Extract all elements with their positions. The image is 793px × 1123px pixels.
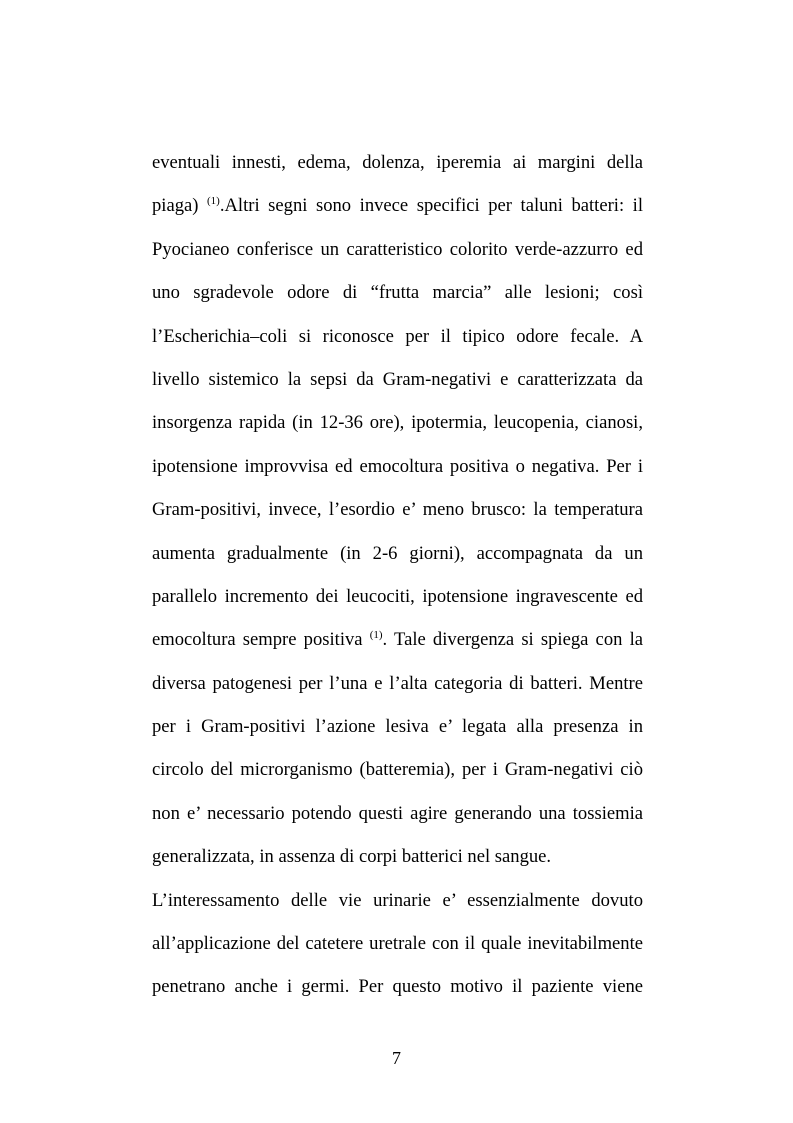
text-line: livello sistemico la sepsi da Gram-negativi e caratterizzata da [152,368,643,390]
citation-superscript: (1) [207,195,220,208]
text-line: generalizzata, in assenza di corpi batterici nel sangue. [152,846,552,868]
text-line: l’Escherichia–coli si riconosce per il tipico odore fecale. A [152,325,643,347]
text-segment: .Altri segni sono invece specifici per taluni batteri: il [219,195,643,217]
text-line: uno sgradevole odore di “frutta marcia” alle lesioni; così [152,282,643,304]
text-line: penetrano anche i germi. Per questo motivo il paziente viene [152,976,643,998]
text-line: aumenta gradualmente (in 2-6 giorni), accompagnata da un [152,542,643,564]
text-line: eventuali innesti, edema, dolenza, iperemia ai margini della [152,152,643,173]
citation-superscript: (1) [369,629,383,642]
text-line: all’applicazione del catetere uretrale con il quale inevitabilmente [152,933,643,955]
page-number: 7 [392,1048,401,1068]
text-line: diversa patogenesi per l’una e l’alta categoria di batteri. Mentre [152,672,643,694]
text-line: Gram-positivi, invece, l’esordio e’ meno brusco: la temperatura [152,499,643,521]
text-line: ipotensione improvvisa ed emocoltura positiva o negativa. Per i [152,455,643,477]
text-line: non e’ necessario potendo questi agire generando una tossiemia [152,802,643,824]
text-line: parallelo incremento dei leucociti, ipotensione ingravescente ed [152,585,643,607]
text-line: per i Gram-positivi l’azione lesiva e’ legata alla presenza in [152,716,643,738]
text-line: insorgenza rapida (in 12-36 ore), ipotermia, leucopenia, cianosi, [152,412,643,434]
text-line [152,189,643,232]
text-line: circolo del microrganismo (batteremia), per i Gram-negativi ciò [152,759,643,781]
text-line [152,623,643,666]
text-segment: . Tale divergenza si spiega con la [382,629,643,651]
text-segment: emocoltura sempre positiva [152,629,370,651]
text-line: L’interessamento delle vie urinarie e’ essenzialmente dovuto [152,889,643,911]
text-segment: piaga) [152,195,208,217]
text-line: Pyocianeo conferisce un caratteristico colorito verde-azzurro ed [152,238,643,260]
body-text [152,146,643,1014]
